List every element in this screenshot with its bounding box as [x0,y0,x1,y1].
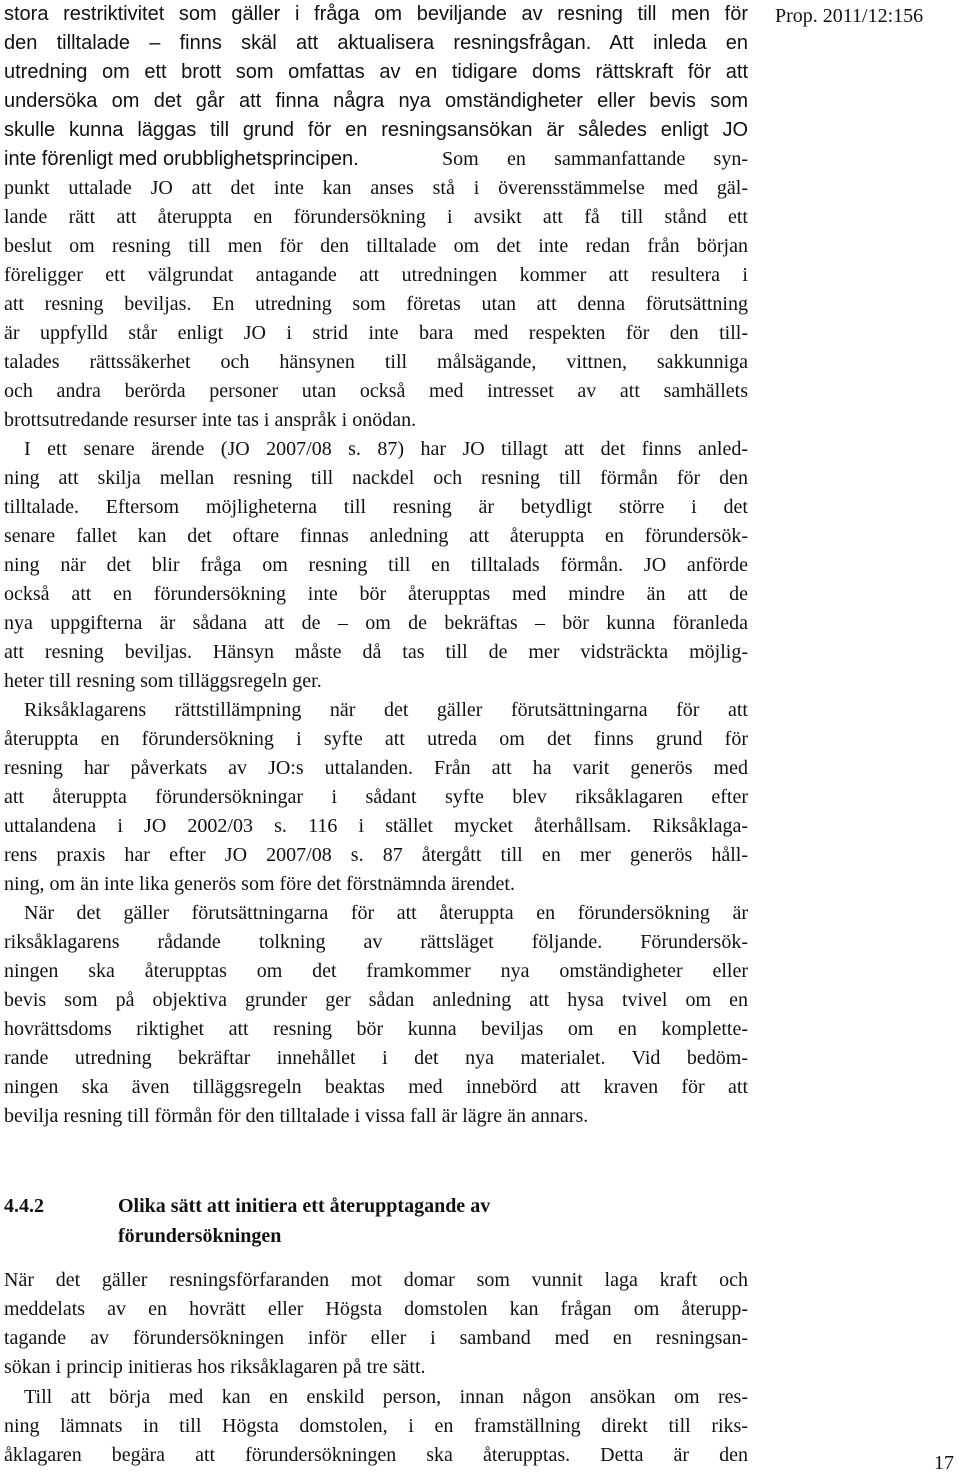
text-line: I ett senare ärende (JO 2007/08 s. 87) har JO tillagt att det finns anled- [24,438,748,460]
text-line: utredning om ett brott som omfattas av en tidigare doms rättskraft för att [4,61,748,83]
text-line: stora restriktivitet som gäller i fråga om beviljande av resning till men för [4,3,748,25]
text-line: nya uppgifterna är sådana att de – om de bekräftas – bör kunna föranleda [4,612,748,634]
text-line: tagande av förundersökningen inför eller i samband med en resningsan- [4,1327,748,1349]
text-line: att återuppta förundersökningar i sådant syfte blev riksåklagaren efter [4,786,748,808]
text-line: ning lämnats in till Högsta domstolen, i en framställning direkt till riks- [4,1415,748,1437]
text-line: åklagaren begära att förundersökningen ska återupptas. Detta är den [4,1444,748,1466]
mixed-font-line [4,145,748,174]
text-line: att resning beviljas. Hänsyn måste då tas till de mer vidsträckta möjlig- [4,641,748,663]
text-line: Riksåklagarens rättstillämpning när det gäller förutsättningarna för att [24,699,748,721]
text-line: undersöka om det går att finna några nya omständigheter eller bevis som [4,90,748,112]
text-line: Till att börja med kan en enskild person, innan någon ansökan om res- [24,1386,748,1408]
text-line: ning när det blir fråga om resning till en tilltalads förmån. JO anförde [4,554,748,576]
section-number: 4.4.2 [4,1195,44,1217]
text-line: punkt uttalade JO att det inte kan anses stå i överensstämmelse med gäl- [4,177,748,199]
text-line: också att en förundersökning inte bör återupptas med mindre än att de [4,583,748,605]
text-line: bevilja resning till förmån för den tilltalade i vissa fall är lägre än annars. [4,1105,589,1127]
text-line: uttalandena i JO 2002/03 s. 116 i stället mycket återhållsam. Riksåklaga- [4,815,748,837]
text-line: ningen ska återupptas om det framkommer nya omständigheter eller [4,960,748,982]
section-title [118,1191,718,1251]
text-line: senare fallet kan det oftare finnas anledning att återuppta en förundersök- [4,525,748,547]
section-title-line: Olika sätt att initiera ett återupptagande av [118,1195,491,1217]
paragraph-5 [4,1266,748,1382]
text-line: hovrättsdoms riktighet att resning bör kunna beviljas om en komplette- [4,1018,748,1040]
text-line: talades rättssäkerhet och hänsynen till målsägande, vittnen, sakkunniga [4,351,748,373]
paragraph-1-opening [4,0,748,145]
paragraph-1-continuation [4,174,748,435]
text-line: riksåklagarens rådande tolkning av rättsläget följande. Förundersök- [4,931,748,953]
text-line: ning, om än inte lika generös som före det förstnämnda ärendet. [4,873,515,895]
text-line: skulle kunna läggas till grund för en resningsansökan är således enligt JO [4,119,748,141]
text-line: resning har påverkats av JO:s uttalanden. Från att ha varit generös med [4,757,748,779]
text-line: rande utredning bekräftar innehållet i det nya materialet. Vid bedöm- [4,1047,748,1069]
page-number: 17 [934,1452,954,1474]
text-line: är uppfylld står enligt JO i strid inte bara med respekten för den till- [4,322,748,344]
text-line: brottsutredande resurser inte tas i anspråk i onödan. [4,409,417,431]
text-line: beslut om resning till men för den tilltalade om det inte redan från början [4,235,748,257]
text-line: tilltalade. Eftersom möjligheterna till resning är betydligt större i det [4,496,748,518]
paragraph-2 [4,435,748,696]
text-line: den tilltalade – finns skäl att aktualisera resningsfrågan. Att inleda en [4,32,748,54]
paragraph-4 [4,899,748,1131]
text-line: rens praxis har efter JO 2007/08 s. 87 återgått till en mer generös håll- [4,844,748,866]
text-line: När det gäller resningsförfaranden mot domar som vunnit laga kraft och [4,1269,748,1291]
text-line: lande rätt att återuppta en förundersökning i avsikt att få till stånd ett [4,206,748,228]
text-line: att resning beviljas. En utredning som företas utan att denna förutsättning [4,293,748,315]
text-line: heter till resning som tilläggsregeln ger. [4,670,322,692]
paragraph-6 [4,1383,748,1470]
text-line: När det gäller förutsättningarna för att återuppta en förundersökning är [24,902,748,924]
text-line: meddelats av en hovrätt eller Högsta domstolen kan frågan om återupp- [4,1298,748,1320]
text-line: och andra berörda personer utan också med intresset av att samhällets [4,380,748,402]
text-line: ning att skilja mellan resning till nackdel och resning till förmån för den [4,467,748,489]
text-line: återuppta en förundersökning i syfte att utreda om det finns grund för [4,728,748,750]
paragraph-3 [4,696,748,899]
text-line: föreligger ett välgrundat antagande att utredningen kommer att resultera i [4,264,748,286]
text-line: bevis som på objektiva grunder ger sådan anledning att hysa tvivel om en [4,989,748,1011]
margin-reference: Prop. 2011/12:156 [775,5,924,27]
text-line: ningen ska även tilläggsregeln beaktas med innebörd att kraven för att [4,1076,748,1098]
section-title-line: förundersökningen [118,1225,282,1247]
text-line-serif: Som en sammanfattande syn- [442,148,748,170]
text-line: sökan i princip initieras hos riksåklagaren på tre sätt. [4,1356,426,1378]
text-line-sans: inte förenligt med orubblighetsprincipen. [4,148,359,170]
